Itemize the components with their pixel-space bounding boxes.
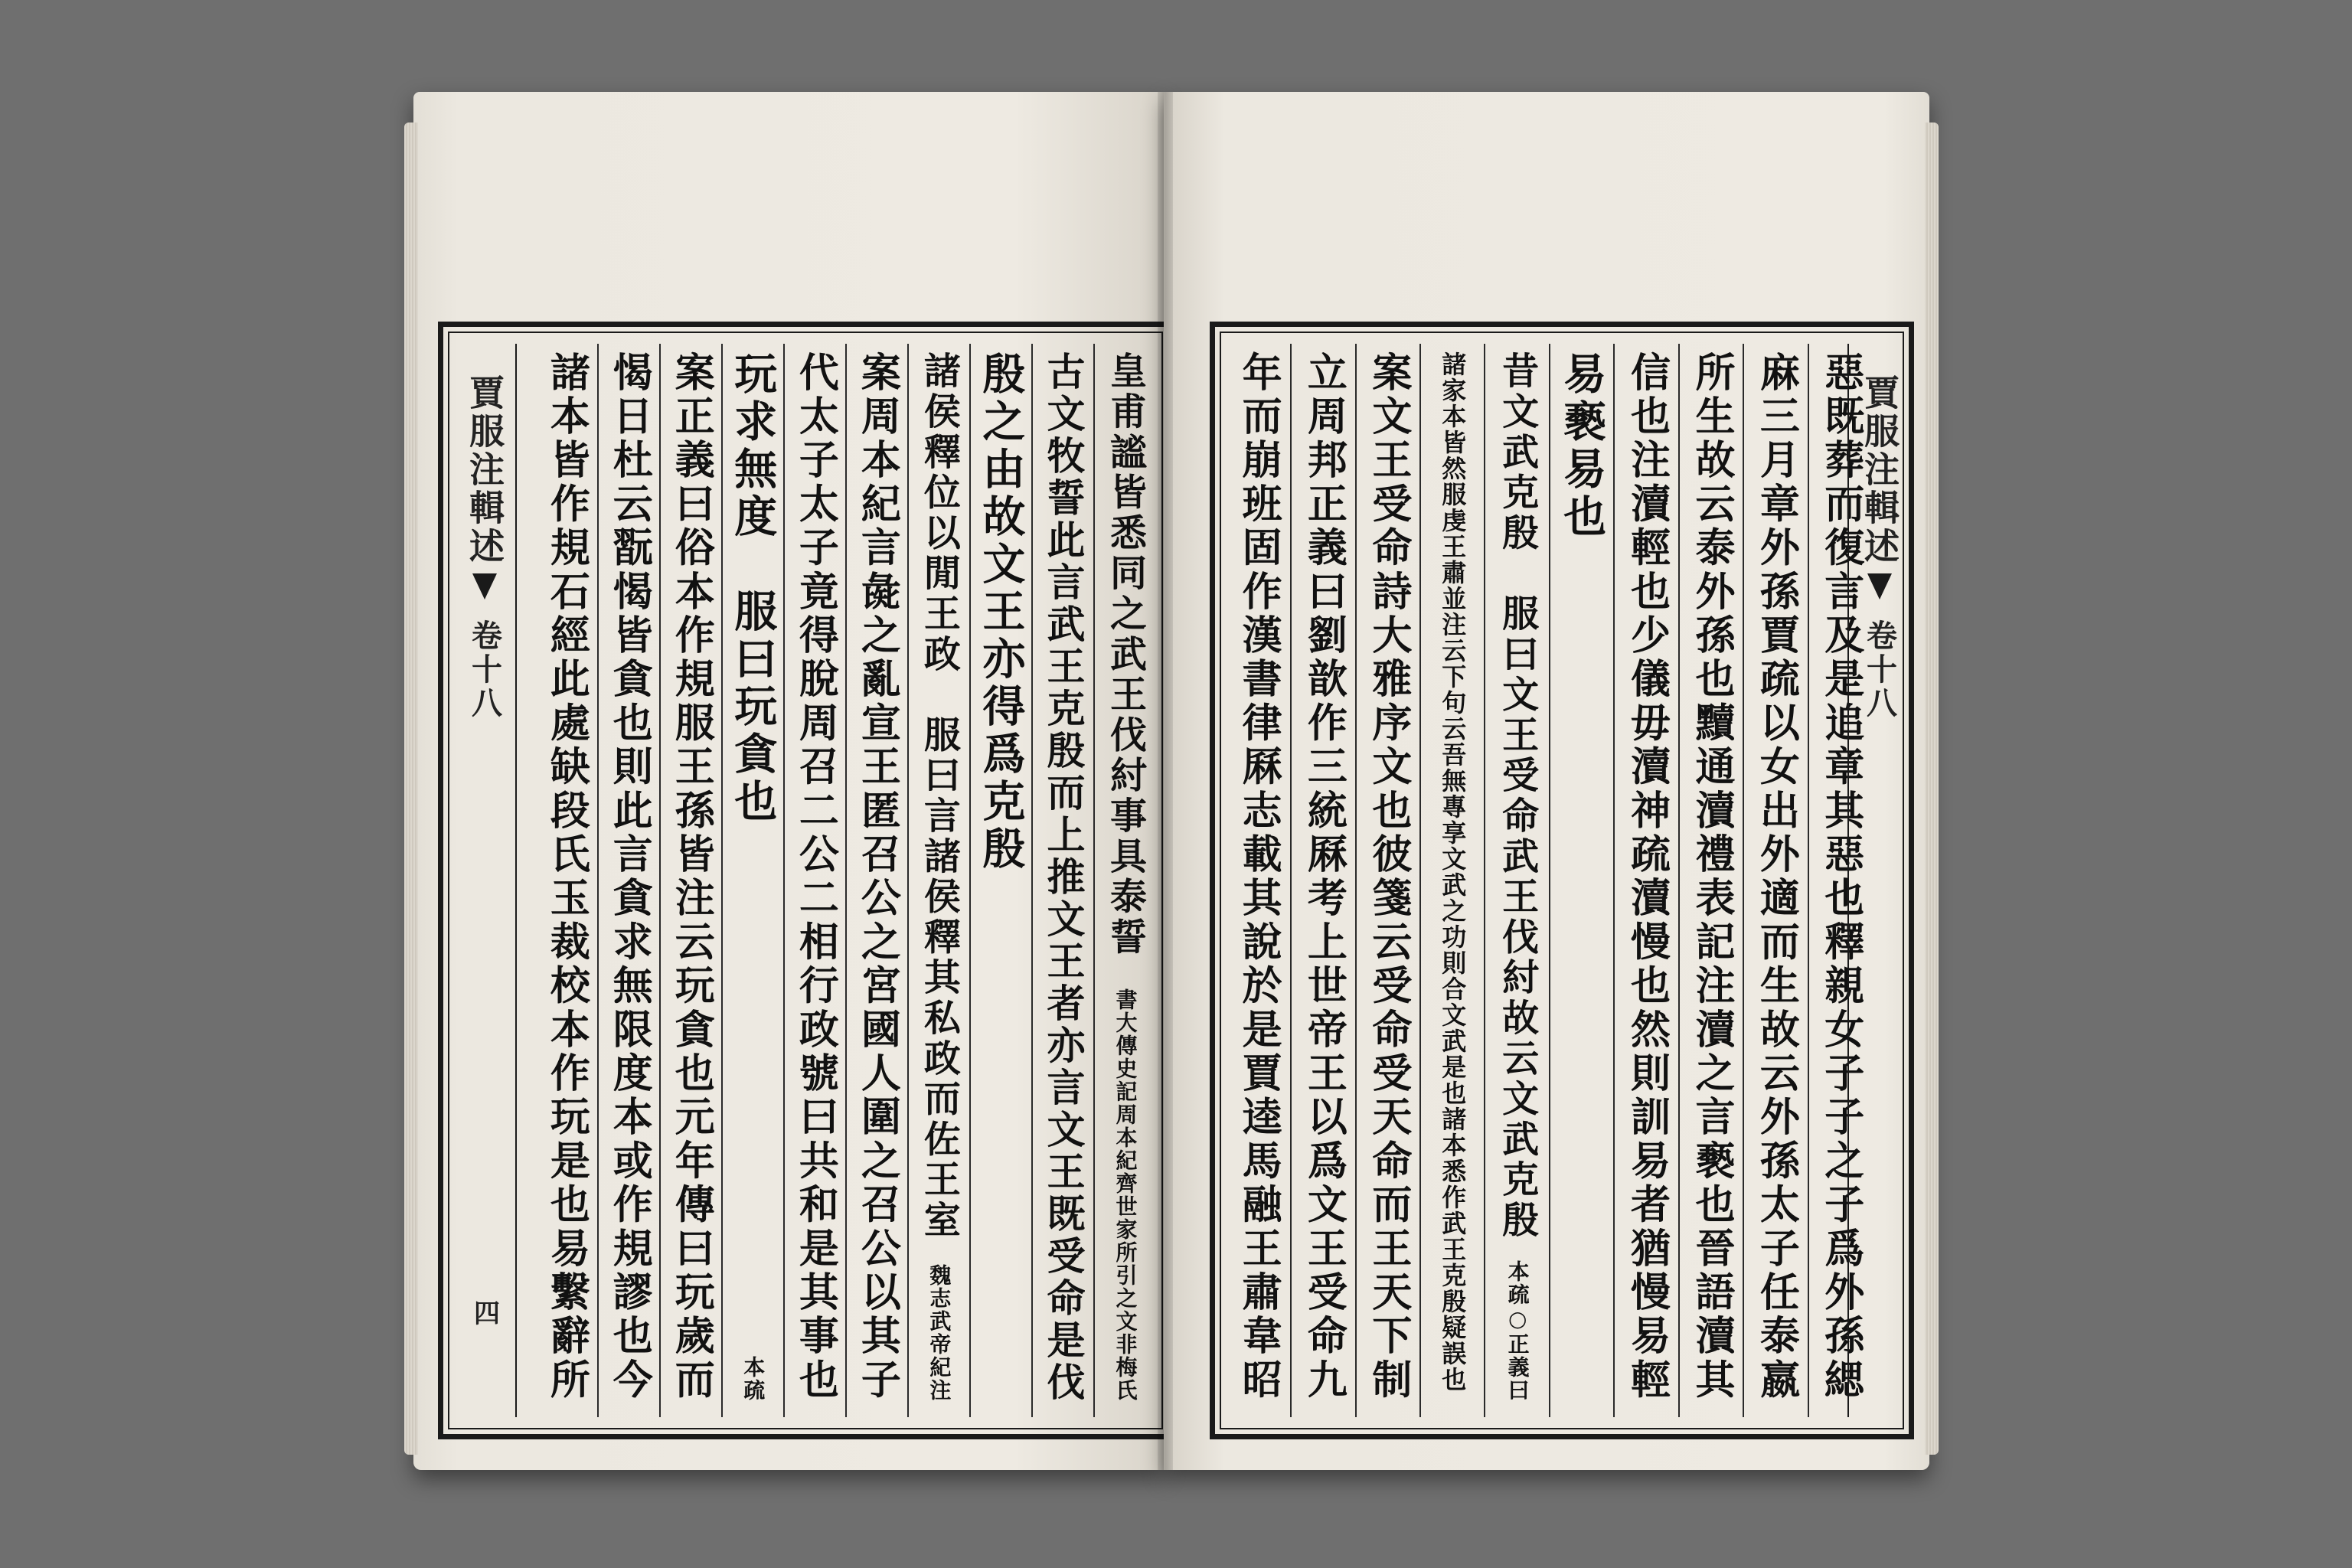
- banxin-title: 賈服注輯述: [1859, 374, 1900, 566]
- open-book: [413, 92, 1929, 1485]
- column-text: 玩求無度 服曰玩貪也: [727, 351, 779, 826]
- fish-tail-icon: [1867, 573, 1892, 599]
- text-column: [1678, 344, 1743, 1417]
- text-column: [1093, 344, 1155, 1417]
- banxin-juan: 卷十八: [466, 619, 503, 720]
- text-column: [1290, 344, 1354, 1417]
- text-column: [1743, 344, 1807, 1417]
- left-banxin: [454, 344, 517, 1417]
- column-text: 惡既葬而復言及是追章其惡也釋親女子子之子爲外孫緦: [1817, 351, 1864, 1403]
- column-text: 皇甫謐皆悉同之武王伐紂事具泰誓: [1103, 351, 1147, 958]
- interlinear-note: 書大傳史記周本紀齊世家所引之文非梅氏: [1112, 988, 1138, 1402]
- fish-tail-icon: [472, 573, 497, 599]
- text-column: [969, 344, 1031, 1417]
- text-column: [535, 344, 597, 1417]
- column-text: 案周本紀言彘之亂宣王匿召公之宮國人圍之召公以其子: [854, 351, 901, 1403]
- column-text: 所生故云泰外孫也黷通瀆禮表記注瀆之言褻也晉語瀆其: [1687, 351, 1735, 1403]
- text-column: [1484, 344, 1548, 1417]
- text-column: [907, 344, 969, 1417]
- banxin-title: 賈服注輯述: [464, 374, 505, 566]
- interlinear-note: 魏志武帝紀注: [926, 1264, 952, 1402]
- text-column: [845, 344, 907, 1417]
- right-banxin: [1847, 344, 1910, 1417]
- column-text: 昔文武克殷 服曰文王受命武王伐紂故云文武克殷: [1495, 351, 1539, 1241]
- column-text: 古文牧誓此言武王克殷而上推文王者亦言文王既受命是伐: [1040, 351, 1086, 1404]
- left-columns: [535, 344, 1155, 1417]
- page-edges-right: [1925, 122, 1939, 1455]
- text-column: [783, 344, 845, 1417]
- left-text-frame: [438, 322, 1173, 1439]
- column-text: 年而崩班固作漢書律厤志載其說於是賈逵馬融王肅韋昭: [1235, 351, 1282, 1403]
- right-text-frame: [1210, 322, 1914, 1439]
- banxin-page-number: 四: [469, 1299, 500, 1325]
- column-text: 諸侯釋位以閒王政 服曰言諸侯釋其私政而佐王室: [917, 351, 961, 1241]
- column-text: 立周邦正義曰劉歆作三統厤考上世帝王以爲文王受命九: [1300, 351, 1348, 1403]
- text-column: [1549, 344, 1613, 1417]
- text-column: [1226, 344, 1290, 1417]
- column-text: 諸本皆作規石經此處缺段氏玉裁校本作玩是也易繫辭所: [543, 351, 590, 1403]
- column-text: 殷之由故文王亦得爲克殷: [975, 351, 1027, 874]
- text-column: [1419, 344, 1484, 1417]
- text-column: [659, 344, 721, 1417]
- interlinear-note: 本疏○正義曰: [1504, 1260, 1530, 1402]
- right-page: [1164, 92, 1929, 1470]
- text-column: [721, 344, 783, 1417]
- text-column: [1031, 344, 1093, 1417]
- column-text: 案文王受命詩大雅序文也彼箋云受命受天命而王天下制: [1364, 351, 1412, 1403]
- text-column: [597, 344, 659, 1417]
- column-text: 麻三月章外孫賈疏以女出外適而生故云外孫太子任泰嬴: [1753, 351, 1800, 1403]
- right-columns: [1226, 344, 1872, 1417]
- left-page: [413, 92, 1164, 1470]
- column-text: 案正義曰俗本作規服王孫皆注云玩貪也元年傳曰玩歲而: [668, 351, 715, 1403]
- column-text: 信也注瀆輕也少儀毋瀆神疏瀆慢也然則訓易者猶慢易輕: [1623, 351, 1671, 1403]
- page-edges-left: [404, 122, 418, 1455]
- column-text: 愒日杜云翫愒皆貪也則此言貪求無限度本或作規謬也今: [606, 351, 653, 1403]
- text-column: [1355, 344, 1419, 1417]
- interlinear-note: 本疏: [740, 1356, 766, 1402]
- interlinear-note: 諸家本皆然服虔王肅並注云下句云吾無專享文武之功則合文武是也諸本悉作武王克殷疑誤也: [1438, 351, 1468, 1393]
- text-column: [1613, 344, 1677, 1417]
- book-gutter: [1158, 92, 1173, 1470]
- banxin-juan: 卷十八: [1861, 619, 1898, 720]
- column-text: 代太子太子竟得脫周召二公二相行政號曰共和是其事也: [792, 351, 839, 1403]
- column-text: 易褻易也: [1557, 351, 1608, 541]
